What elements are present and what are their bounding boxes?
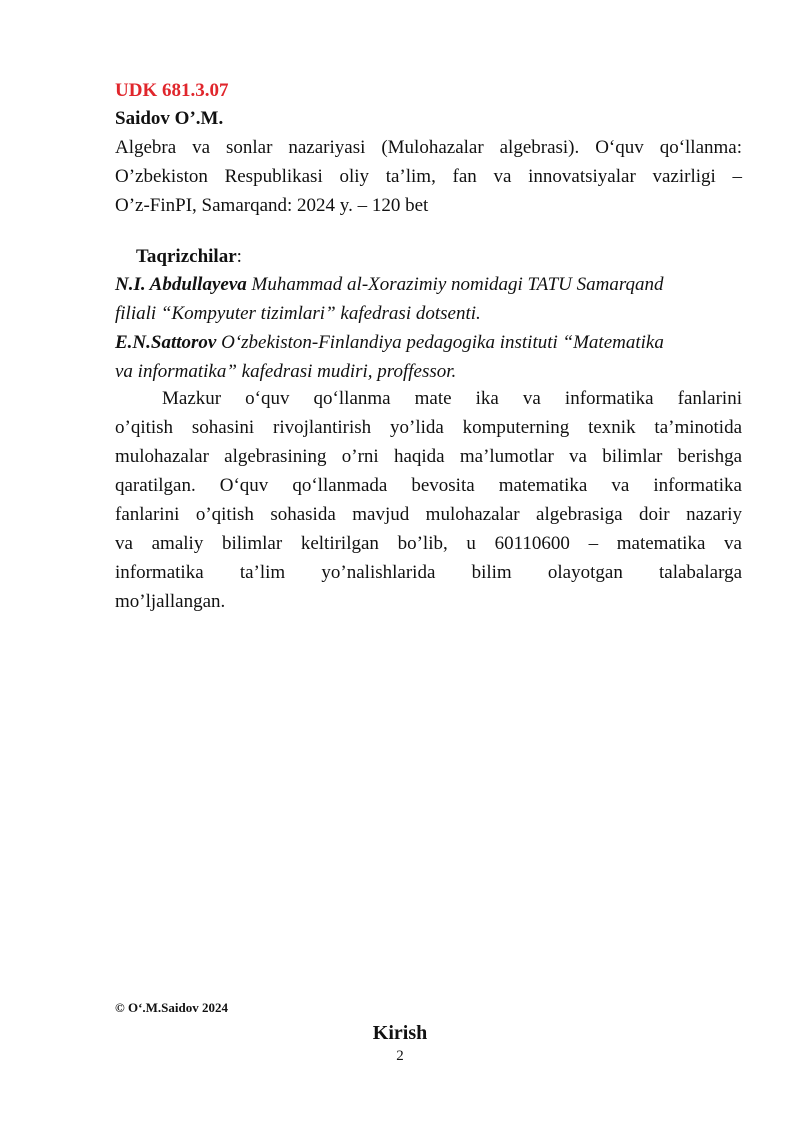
reviewer-2-affiliation: O‘zbekiston-Finlandiya pedagogika instituti “Matematika bbox=[216, 332, 664, 353]
reviewer-1-line-2: filiali “Kompyuter tizimlari” kafedrasi dotsenti. bbox=[115, 303, 481, 324]
reviewer-1-name: N.I. Abdullayeva bbox=[115, 274, 247, 295]
reviewer-2-line-1 bbox=[115, 328, 742, 357]
udk-code: UDK 681.3.07 bbox=[115, 80, 229, 101]
abstract-line: va amaliy bilimlar keltirilgan bo’lib, u 60110600 – matematika va bbox=[115, 533, 742, 554]
abstract-line: Mazkur o‘quv qo‘llanma mate ika va informatika fanlarini bbox=[162, 388, 742, 409]
abstract-line: qaratilgan. O‘quv qo‘llanmada bevosita matematika va informatika bbox=[115, 475, 742, 496]
abstract-line: informatika ta’lim yo’nalishlarida bilim olayotgan talabalarga bbox=[115, 562, 742, 583]
citation-block bbox=[115, 133, 742, 220]
abstract-paragraph bbox=[115, 384, 742, 616]
reviewer-1-line-1 bbox=[115, 270, 742, 299]
section-title: Kirish bbox=[372, 1022, 428, 1044]
author-name: Saidov O’.M. bbox=[115, 108, 224, 129]
abstract-line: mo’ljallangan. bbox=[115, 591, 226, 612]
citation-line: O’z-FinPI, Samarqand: 2024 y. – 120 bet bbox=[115, 195, 429, 216]
reviewers-heading-text: Taqrizchilar bbox=[136, 246, 237, 267]
reviewers-list bbox=[115, 270, 742, 386]
page-number: 2 bbox=[396, 1048, 404, 1064]
abstract-line: fanlarini o’qitish sohasida mavjud mulohazalar algebrasiga doir nazariy bbox=[115, 504, 742, 525]
citation-line: Algebra va sonlar nazariyasi (Mulohazalar algebrasi). O‘quv qo‘llanma: bbox=[115, 137, 742, 158]
abstract-line: o’qitish sohasini rivojlantirish yo’lida komputerning texnik ta’minotida bbox=[115, 417, 742, 438]
reviewer-1-affiliation: Muhammad al-Xorazimiy nomidagi TATU Samarqand bbox=[246, 274, 664, 295]
reviewers-heading bbox=[136, 242, 242, 271]
abstract-line: mulohazalar algebrasining o’rni haqida ma’lumotlar va bilimlar berishga bbox=[115, 446, 742, 467]
copyright-notice: © O‘.M.Saidov 2024 bbox=[115, 1000, 228, 1015]
reviewer-2-line-2: va informatika” kafedrasi mudiri, proffessor. bbox=[115, 361, 457, 382]
reviewer-2-name: E.N.Sattorov bbox=[115, 332, 217, 353]
citation-line: O’zbekiston Respublikasi oliy ta’lim, fan va innovatsiyalar vazirligi – bbox=[115, 166, 742, 187]
reviewers-heading-colon: : bbox=[236, 246, 242, 267]
